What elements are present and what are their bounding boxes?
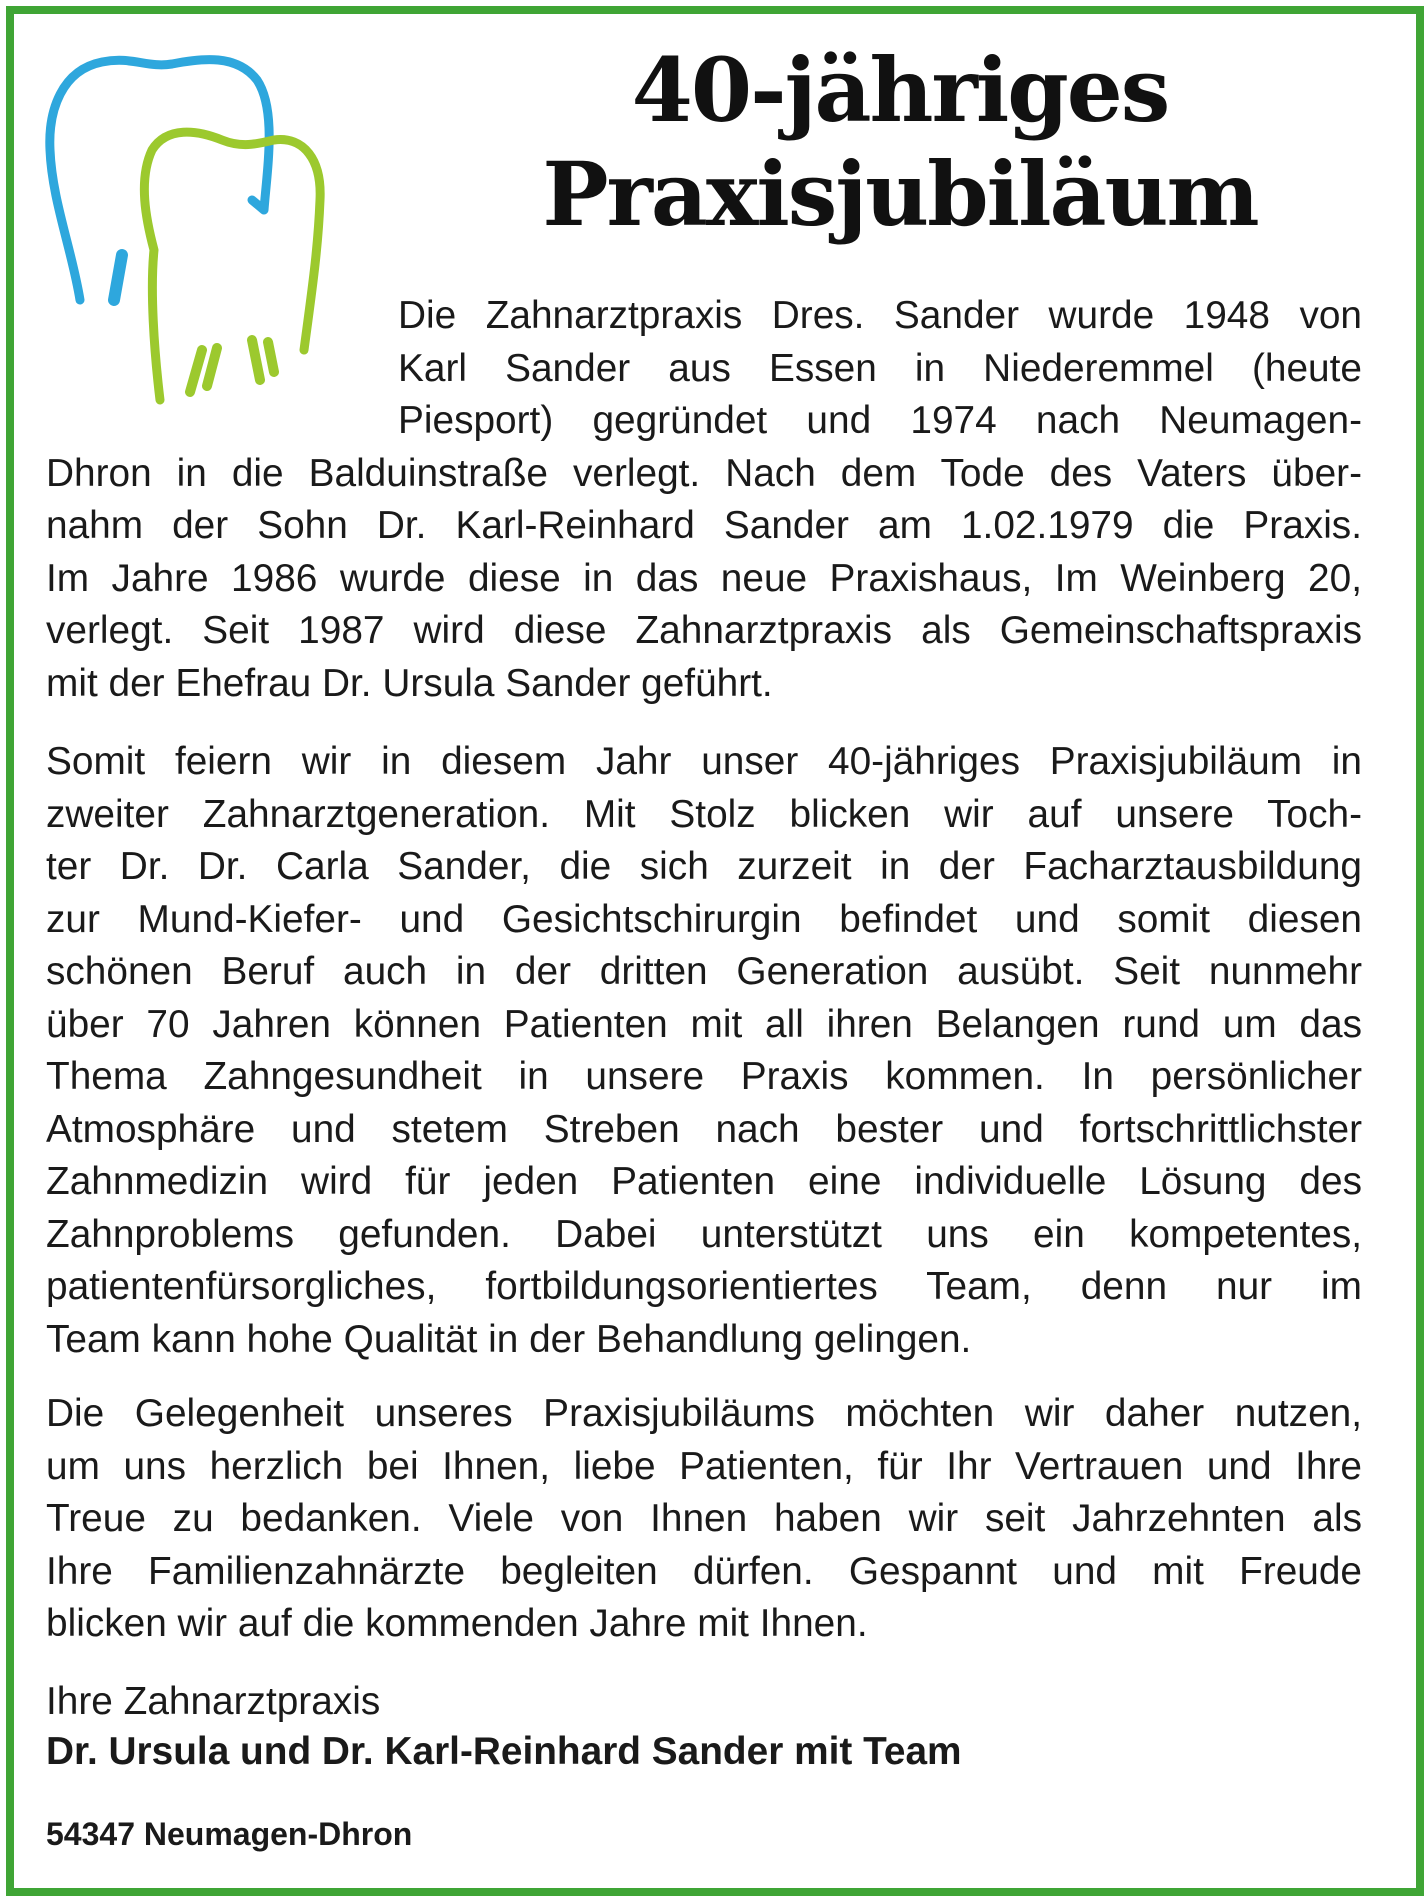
text-line: Zahnproblems gefunden. Dabei unterstützt uns ein kompetentes,: [46, 1212, 1362, 1256]
text-line: Die Gelegenheit unseres Praxisjubiläums möchten wir daher nutzen,: [46, 1392, 1362, 1435]
paragraph-thanks: [46, 1388, 1362, 1651]
text-line: Piesport) gegründet und 1974 nach Neumagen-: [398, 399, 1362, 442]
title-line-2: Praxisjubiläum: [542, 142, 1258, 246]
paragraph-anniversary: [46, 736, 1362, 1366]
address: 54347 Neumagen-Dhron: [46, 1816, 413, 1852]
text-line: nahm der Sohn Dr. Karl-Reinhard Sander am 1.02.1979 die Praxis.: [46, 504, 1362, 547]
title-line-1: 40-jähriges: [631, 38, 1169, 142]
text-line: ter Dr. Dr. Carla Sander, die sich zurzeit in der Facharztausbildung: [46, 845, 1362, 888]
text-line: zur Mund-Kiefer- und Gesichtschirurgin befindet und somit diesen: [46, 897, 1362, 941]
text-line: Atmosphäre und stetem Streben nach bester und fortschrittlichster: [46, 1107, 1362, 1151]
text-line: um uns herzlich bei Ihnen, liebe Patienten, für Ihr Vertrauen und Ihre: [46, 1444, 1362, 1488]
text-line: Zahnmedizin wird für jeden Patienten eine individuelle Lösung des: [46, 1160, 1362, 1203]
text-line: Im Jahre 1986 wurde diese in das neue Praxishaus, Im Weinberg 20,: [46, 556, 1362, 600]
text-line: mit der Ehefrau Dr. Ursula Sander geführt.: [46, 661, 773, 705]
text-line: schönen Beruf auch in der dritten Generation ausübt. Seit nunmehr: [46, 950, 1362, 993]
text-line: Team kann hohe Qualität in der Behandlung gelingen.: [46, 1317, 972, 1361]
text-line: Thema Zahngesundheit in unsere Praxis kommen. In persönlicher: [46, 1055, 1362, 1098]
text-line: Ihre Familienzahnärzte begleiten dürfen. Gespannt und mit Freude: [46, 1549, 1362, 1593]
text-line: patientenfürsorgliches, fortbildungsorientiertes Team, denn nur im: [46, 1265, 1362, 1308]
text-line: Dhron in die Balduinstraße verlegt. Nach dem Tode des Vaters über-: [46, 451, 1362, 495]
text-line: über 70 Jahren können Patienten mit all ihren Belangen rund um das: [46, 1002, 1362, 1046]
text-line: verlegt. Seit 1987 wird diese Zahnarztpraxis als Gemeinschaftspraxis: [46, 609, 1362, 652]
paragraph-history: [46, 290, 1362, 710]
text-line: blicken wir auf die kommenden Jahre mit Ihnen.: [46, 1602, 868, 1645]
text-line: Die Zahnarztpraxis Dres. Sander wurde 1948 von: [398, 294, 1362, 337]
text-line: Karl Sander aus Essen in Niederemmel (heute: [398, 346, 1362, 390]
ad-title: [440, 38, 1360, 246]
greeting: Ihre Zahnarztpraxis: [46, 1680, 381, 1723]
signature: Dr. Ursula und Dr. Karl-Reinhard Sander mit Team: [46, 1730, 962, 1773]
text-line: zweiter Zahnarztgeneration. Mit Stolz blicken wir auf unsere Toch-: [46, 792, 1362, 836]
blue-tooth-outline: [50, 60, 269, 300]
text-line: Treue zu bedanken. Viele von Ihnen haben wir seit Jahrzehnten als: [46, 1497, 1362, 1540]
text-line: Somit feiern wir in diesem Jahr unser 40-jähriges Praxisjubiläum in: [46, 740, 1362, 783]
